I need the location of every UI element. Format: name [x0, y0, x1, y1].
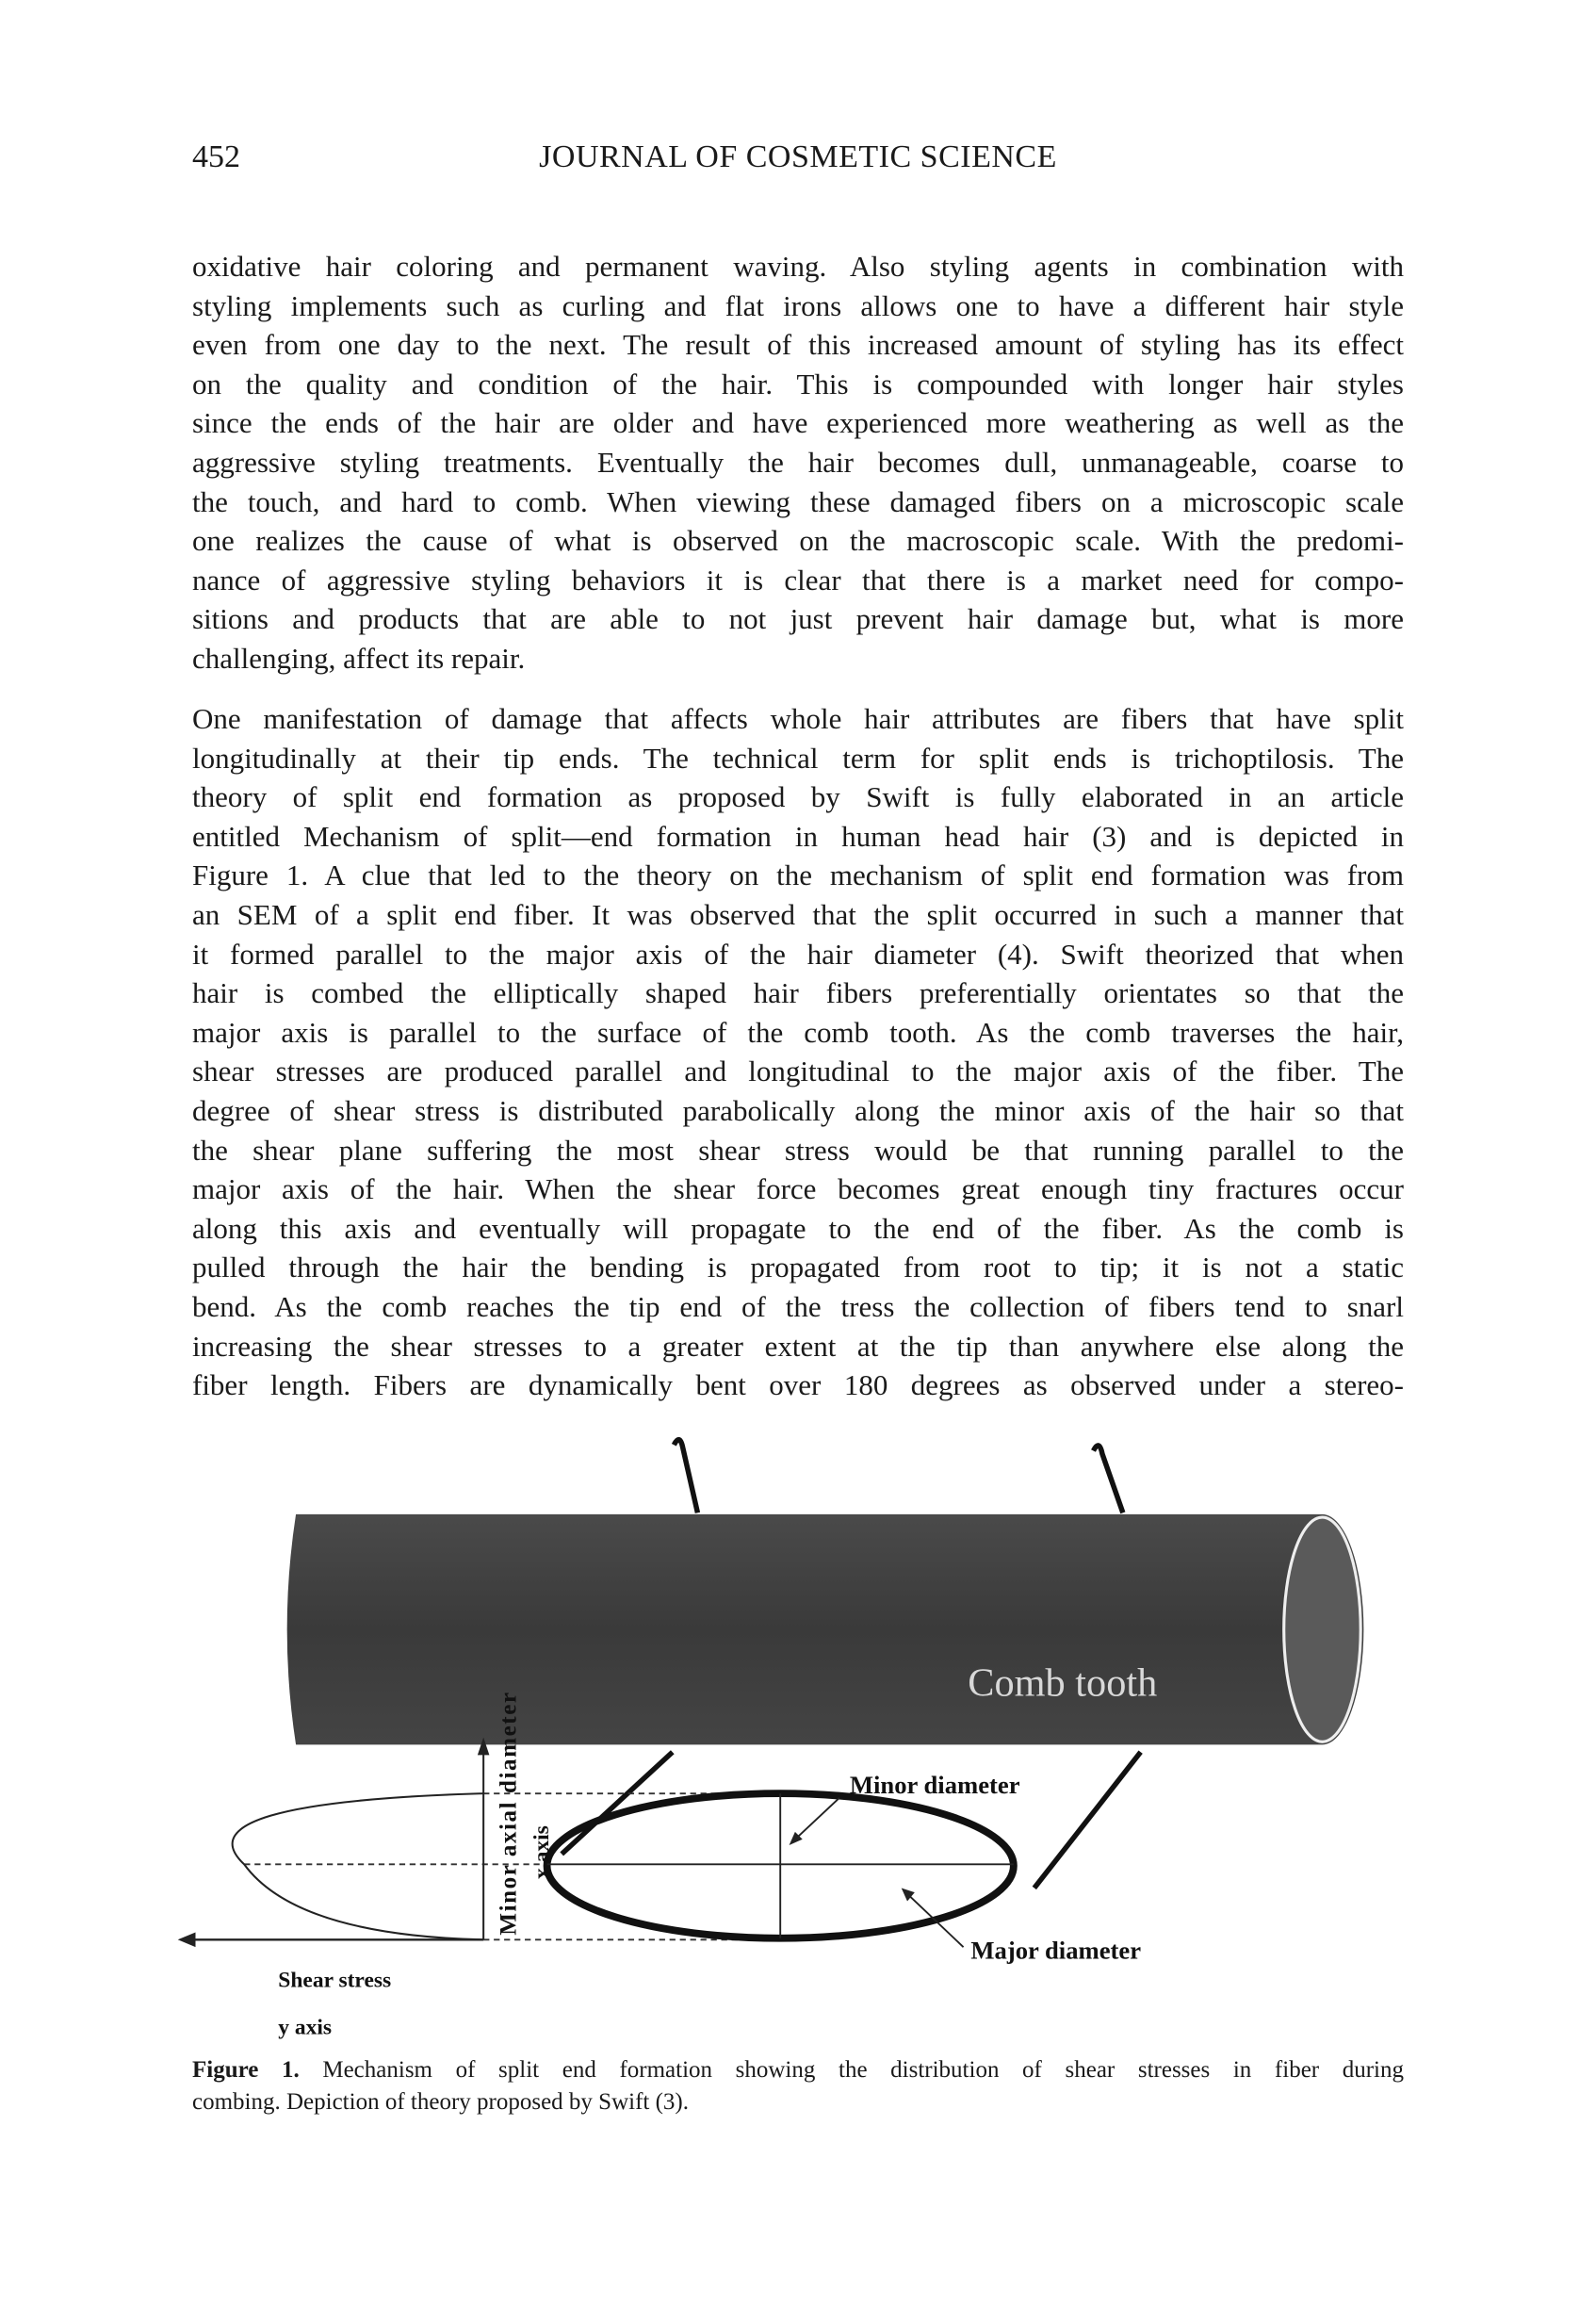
arrow-left-icon — [178, 1932, 196, 1947]
journal-title: JOURNAL OF COSMETIC SCIENCE — [539, 139, 1057, 174]
comb-tooth-end — [1284, 1517, 1361, 1742]
text-line: along this axis and eventually will propagate to the end of the fiber. As the comb is — [192, 1211, 1404, 1245]
text-line: oxidative hair coloring and permanent waving. Also styling agents in combination with — [192, 250, 1404, 283]
figure-caption — [192, 2054, 1404, 2118]
text-line: major axis is parallel to the surface of the comb tooth. As the comb traverses the hair, — [192, 1015, 1404, 1049]
text-line: an SEM of a split end fiber. It was observed that the split occurred in such a manner that — [192, 897, 1404, 931]
text-line: increasing the shear stresses to a greater extent at the tip than anywhere else along the — [192, 1329, 1404, 1363]
text-line: bend. As the comb reaches the tip end of the tress the collection of fibers tend to snarl — [192, 1289, 1404, 1323]
text-line: the shear plane suffering the most shear stress would be that running parallel to the — [192, 1133, 1404, 1167]
text-line: aggressive styling treatments. Eventually the hair becomes dull, unmanageable, coarse to — [192, 445, 1404, 479]
comb-tooth-cylinder — [287, 1514, 1364, 1745]
x-axis-label: x axis — [529, 1825, 555, 1880]
comb-tooth-label: Comb tooth — [968, 1660, 1158, 1706]
body-paragraph-1 — [192, 247, 1404, 679]
y-axis-label: y axis — [278, 2015, 333, 2040]
hair-fiber-hook-left — [674, 1440, 697, 1513]
major-diameter-label: Major diameter — [970, 1936, 1142, 1965]
text-line: it formed parallel to the major axis of the hair diameter (4). Swift theorized that when — [192, 937, 1404, 971]
hair-fiber-hook-right — [1094, 1446, 1123, 1513]
caption-text: Mechanism of split end formation showing the distribution of shear stresses in fiber during — [322, 2057, 1405, 2083]
body-paragraph-2 — [192, 699, 1404, 1405]
text-line: challenging, affect its repair. — [192, 641, 526, 675]
hair-fiber-right — [1034, 1752, 1141, 1888]
text-line: longitudinally at their tip ends. The technical term for split ends is trichoptilosis. The — [192, 741, 1404, 775]
text-line: fiber length. Fibers are dynamically bent over 180 degrees as observed under a stereo- — [192, 1368, 1404, 1402]
text-line: entitled Mechanism of split—end formation in human head hair (3) and is depicted in — [192, 819, 1404, 853]
text-line: even from one day to the next. The result of this increased amount of styling has its effect — [192, 328, 1404, 362]
figure-1-diagram — [148, 1418, 1404, 2053]
text-line: One manifestation of damage that affects whole hair attributes are fibers that have split — [192, 702, 1404, 735]
text-line: the touch, and hard to comb. When viewing these damaged fibers on a microscopic scale — [192, 484, 1404, 518]
text-line: since the ends of the hair are older and have experienced more weathering as well as the — [192, 406, 1404, 440]
minor-diameter-label: Minor diameter — [849, 1771, 1020, 1800]
text-line: degree of shear stress is distributed parabolically along the minor axis of the hair so that — [192, 1093, 1404, 1127]
caption-label: Figure 1. — [192, 2057, 300, 2083]
text-line: major axis of the hair. When the shear force becomes great enough tiny fractures occur — [192, 1172, 1404, 1206]
text-line: nance of aggressive styling behaviors it is clear that there is a market need for compo- — [192, 563, 1404, 597]
text-line: hair is combed the elliptically shaped hair fibers preferentially orientates so that the — [192, 976, 1404, 1010]
shear-stress-profile — [233, 1793, 484, 1939]
text-line: sitions and products that are able to not just prevent hair damage but, what is more — [192, 602, 1404, 636]
minor-axial-diameter-label: Minor axial diameter — [496, 1691, 522, 1936]
running-header — [192, 139, 1404, 181]
text-line: on the quality and condition of the hair. This is compounded with longer hair styles — [192, 367, 1404, 401]
shear-stress-label: Shear stress — [278, 1968, 392, 1993]
text-line: one realizes the cause of what is observed on the macroscopic scale. With the predomi- — [192, 524, 1404, 558]
caption-line-1 — [192, 2054, 1404, 2086]
text-line: theory of split end formation as proposed by Swift is fully elaborated in an article — [192, 780, 1404, 814]
text-line: shear stresses are produced parallel and longitudinal to the major axis of the fiber. The — [192, 1055, 1404, 1088]
text-line: pulled through the hair the bending is propagated from root to tip; it is not a static — [192, 1251, 1404, 1284]
caption-line-2: combing. Depiction of theory proposed by Swift (3). — [192, 2089, 689, 2115]
text-line: Figure 1. A clue that led to the theory on the mechanism of split end formation was from — [192, 858, 1404, 892]
page-number: 452 — [192, 139, 240, 174]
text-line: styling implements such as curling and flat irons allows one to have a different hair style — [192, 288, 1404, 322]
